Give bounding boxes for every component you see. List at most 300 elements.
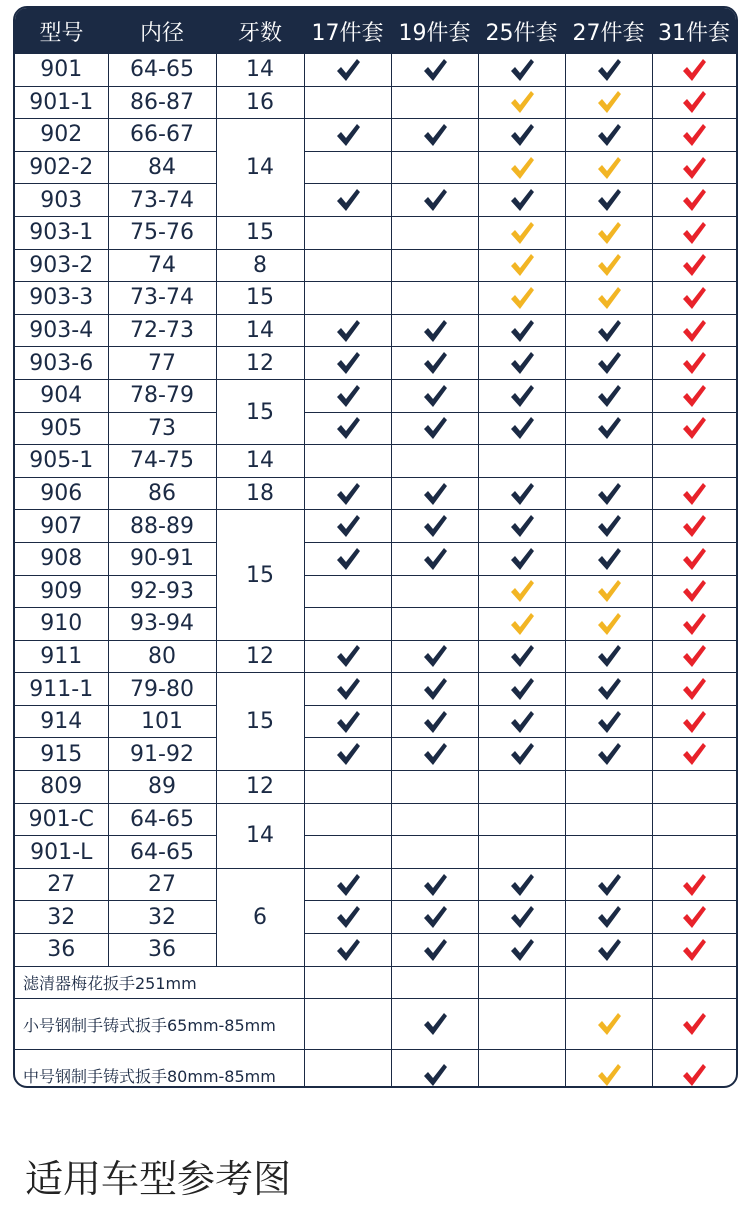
- header-set-31: 31件套: [652, 8, 736, 54]
- set-cell: [391, 347, 478, 380]
- teeth-cell: 12: [216, 771, 304, 804]
- check-icon: [681, 1062, 707, 1088]
- table-row: [15, 282, 736, 315]
- check-icon: [422, 904, 448, 930]
- check-icon: [596, 187, 622, 213]
- table-row: [15, 510, 736, 543]
- diameter-cell: 36: [108, 934, 216, 967]
- check-icon: [681, 513, 707, 539]
- set-cell: [652, 119, 736, 152]
- set-cell: [565, 608, 652, 641]
- check-icon: [596, 383, 622, 409]
- set-cell: [478, 999, 565, 1050]
- check-icon: [681, 546, 707, 572]
- check-icon: [596, 546, 622, 572]
- check-icon: [596, 1011, 622, 1037]
- set-cell: [565, 966, 652, 999]
- check-icon: [509, 741, 535, 767]
- note-row: [15, 999, 736, 1050]
- set-cell: [652, 1050, 736, 1088]
- teeth-cell: 15: [216, 216, 304, 249]
- teeth-cell: 15: [216, 282, 304, 315]
- set-cell: [565, 151, 652, 184]
- diameter-cell: 74-75: [108, 445, 216, 478]
- set-cell: [652, 216, 736, 249]
- check-icon: [681, 415, 707, 441]
- teeth-cell: 15: [216, 379, 304, 444]
- check-icon: [509, 709, 535, 735]
- teeth-cell: 15: [216, 510, 304, 640]
- check-icon: [509, 155, 535, 181]
- check-icon: [422, 57, 448, 83]
- set-cell: [304, 640, 391, 673]
- set-cell: [652, 771, 736, 804]
- set-cell: [391, 673, 478, 706]
- teeth-cell: 16: [216, 86, 304, 119]
- set-cell: [304, 1050, 391, 1088]
- set-cell: [565, 184, 652, 217]
- set-cell: [478, 901, 565, 934]
- check-icon: [596, 220, 622, 246]
- teeth-cell: 8: [216, 249, 304, 282]
- check-icon: [596, 741, 622, 767]
- check-icon: [681, 220, 707, 246]
- set-cell: [565, 575, 652, 608]
- set-cell: [565, 347, 652, 380]
- check-icon: [509, 57, 535, 83]
- set-cell: [652, 86, 736, 119]
- diameter-cell: 93-94: [108, 608, 216, 641]
- model-cell: 911: [15, 640, 108, 673]
- check-icon: [596, 415, 622, 441]
- set-cell: [391, 54, 478, 86]
- set-cell: [478, 282, 565, 315]
- table-row: [15, 868, 736, 901]
- check-icon: [681, 676, 707, 702]
- check-icon: [681, 578, 707, 604]
- model-cell: 903-2: [15, 249, 108, 282]
- check-icon: [596, 318, 622, 344]
- set-cell: [565, 771, 652, 804]
- check-icon: [681, 872, 707, 898]
- set-cell: [565, 510, 652, 543]
- set-cell: [304, 542, 391, 575]
- model-cell: 903-1: [15, 216, 108, 249]
- set-cell: [652, 934, 736, 967]
- set-cell: [304, 738, 391, 771]
- set-cell: [565, 249, 652, 282]
- diameter-cell: 64-65: [108, 54, 216, 86]
- table-row: [15, 477, 736, 510]
- check-icon: [596, 643, 622, 669]
- check-icon: [509, 187, 535, 213]
- table-row: [15, 379, 736, 412]
- set-cell: [478, 771, 565, 804]
- check-icon: [422, 937, 448, 963]
- set-cell: [565, 445, 652, 478]
- model-cell: 901-1: [15, 86, 108, 119]
- set-cell: [478, 119, 565, 152]
- diameter-cell: 89: [108, 771, 216, 804]
- header-inner-diameter: 内径: [108, 8, 216, 54]
- check-icon: [335, 513, 361, 539]
- set-cell: [478, 151, 565, 184]
- set-cell: [652, 54, 736, 86]
- diameter-cell: 66-67: [108, 119, 216, 152]
- check-icon: [596, 578, 622, 604]
- set-cell: [478, 184, 565, 217]
- check-icon: [681, 481, 707, 507]
- set-cell: [478, 608, 565, 641]
- diameter-cell: 72-73: [108, 314, 216, 347]
- set-cell: [391, 151, 478, 184]
- check-icon: [681, 937, 707, 963]
- set-cell: [304, 477, 391, 510]
- set-cell: [304, 445, 391, 478]
- header-teeth: 牙数: [216, 8, 304, 54]
- set-cell: [304, 249, 391, 282]
- set-cell: [652, 705, 736, 738]
- set-cell: [652, 640, 736, 673]
- set-cell: [565, 901, 652, 934]
- check-icon: [509, 513, 535, 539]
- check-icon: [509, 318, 535, 344]
- set-cell: [565, 934, 652, 967]
- check-icon: [422, 350, 448, 376]
- set-cell: [652, 575, 736, 608]
- check-icon: [422, 676, 448, 702]
- teeth-cell: 15: [216, 673, 304, 771]
- check-icon: [335, 57, 361, 83]
- set-cell: [478, 379, 565, 412]
- set-cell: [478, 934, 565, 967]
- set-cell: [391, 412, 478, 445]
- set-cell: [478, 249, 565, 282]
- table-row: [15, 836, 736, 869]
- set-cell: [478, 347, 565, 380]
- set-cell: [478, 445, 565, 478]
- model-cell: 903-4: [15, 314, 108, 347]
- compatibility-table: [15, 8, 736, 1088]
- check-icon: [681, 187, 707, 213]
- header-set-27: 27件套: [565, 8, 652, 54]
- set-cell: [652, 314, 736, 347]
- check-icon: [509, 89, 535, 115]
- check-icon: [422, 415, 448, 441]
- set-cell: [652, 803, 736, 836]
- note-row: [15, 966, 736, 999]
- set-cell: [652, 249, 736, 282]
- set-cell: [391, 934, 478, 967]
- set-cell: [652, 184, 736, 217]
- table-row: [15, 771, 736, 804]
- check-icon: [681, 1011, 707, 1037]
- set-cell: [565, 673, 652, 706]
- set-cell: [391, 640, 478, 673]
- check-icon: [681, 89, 707, 115]
- set-cell: [304, 836, 391, 869]
- set-cell: [391, 216, 478, 249]
- check-icon: [681, 350, 707, 376]
- check-icon: [335, 676, 361, 702]
- check-icon: [596, 285, 622, 311]
- model-cell: 904: [15, 379, 108, 412]
- check-icon: [681, 611, 707, 637]
- note-row: [15, 1050, 736, 1088]
- model-cell: 908: [15, 542, 108, 575]
- set-cell: [652, 445, 736, 478]
- model-cell: 32: [15, 901, 108, 934]
- model-cell: 903: [15, 184, 108, 217]
- set-cell: [478, 673, 565, 706]
- check-icon: [596, 350, 622, 376]
- set-cell: [565, 119, 652, 152]
- set-cell: [565, 477, 652, 510]
- check-icon: [335, 546, 361, 572]
- set-cell: [304, 216, 391, 249]
- set-cell: [391, 510, 478, 543]
- set-cell: [304, 673, 391, 706]
- set-cell: [304, 771, 391, 804]
- set-cell: [652, 347, 736, 380]
- check-icon: [681, 904, 707, 930]
- table-row: [15, 673, 736, 706]
- table-row: [15, 184, 736, 217]
- set-cell: [391, 608, 478, 641]
- set-cell: [391, 1050, 478, 1088]
- set-cell: [478, 510, 565, 543]
- set-cell: [652, 608, 736, 641]
- check-icon: [596, 89, 622, 115]
- set-cell: [304, 575, 391, 608]
- model-cell: 915: [15, 738, 108, 771]
- set-cell: [652, 379, 736, 412]
- check-icon: [335, 318, 361, 344]
- set-cell: [304, 412, 391, 445]
- diameter-cell: 64-65: [108, 803, 216, 836]
- table-row: [15, 445, 736, 478]
- check-icon: [422, 383, 448, 409]
- set-cell: [391, 542, 478, 575]
- diameter-cell: 75-76: [108, 216, 216, 249]
- check-icon: [596, 676, 622, 702]
- check-icon: [596, 872, 622, 898]
- table-row: [15, 249, 736, 282]
- check-icon: [422, 1062, 448, 1088]
- teeth-cell: 14: [216, 119, 304, 217]
- check-icon: [335, 350, 361, 376]
- check-icon: [335, 122, 361, 148]
- check-icon: [681, 252, 707, 278]
- diameter-cell: 84: [108, 151, 216, 184]
- set-cell: [478, 314, 565, 347]
- set-cell: [478, 836, 565, 869]
- set-cell: [304, 803, 391, 836]
- set-cell: [304, 608, 391, 641]
- set-cell: [304, 510, 391, 543]
- set-cell: [652, 282, 736, 315]
- set-cell: [391, 282, 478, 315]
- check-icon: [422, 481, 448, 507]
- diameter-cell: 91-92: [108, 738, 216, 771]
- set-cell: [304, 86, 391, 119]
- table-row: [15, 934, 736, 967]
- model-cell: 907: [15, 510, 108, 543]
- set-cell: [391, 575, 478, 608]
- set-cell: [304, 184, 391, 217]
- model-cell: 914: [15, 705, 108, 738]
- check-icon: [509, 122, 535, 148]
- vehicle-reference-heading: 适用车型参考图: [25, 1157, 292, 1201]
- set-cell: [565, 1050, 652, 1088]
- check-icon: [509, 220, 535, 246]
- set-cell: [565, 868, 652, 901]
- check-icon: [681, 643, 707, 669]
- set-cell: [652, 966, 736, 999]
- set-cell: [304, 282, 391, 315]
- check-icon: [335, 643, 361, 669]
- set-cell: [391, 705, 478, 738]
- set-cell: [478, 477, 565, 510]
- model-cell: 27: [15, 868, 108, 901]
- check-icon: [596, 611, 622, 637]
- check-icon: [596, 513, 622, 539]
- set-cell: [652, 510, 736, 543]
- check-icon: [335, 383, 361, 409]
- diameter-cell: 101: [108, 705, 216, 738]
- table-row: [15, 314, 736, 347]
- model-cell: 909: [15, 575, 108, 608]
- check-icon: [596, 122, 622, 148]
- set-cell: [304, 151, 391, 184]
- set-cell: [652, 901, 736, 934]
- model-cell: 905-1: [15, 445, 108, 478]
- check-icon: [422, 122, 448, 148]
- set-cell: [565, 216, 652, 249]
- check-icon: [335, 187, 361, 213]
- header-set-19: 19件套: [391, 8, 478, 54]
- set-cell: [391, 901, 478, 934]
- check-icon: [509, 578, 535, 604]
- check-icon: [681, 383, 707, 409]
- set-cell: [565, 412, 652, 445]
- check-icon: [335, 415, 361, 441]
- teeth-cell: 18: [216, 477, 304, 510]
- check-icon: [422, 187, 448, 213]
- set-cell: [391, 249, 478, 282]
- set-cell: [565, 803, 652, 836]
- set-cell: [478, 216, 565, 249]
- check-icon: [596, 937, 622, 963]
- check-icon: [422, 643, 448, 669]
- table-row: [15, 119, 736, 152]
- diameter-cell: 74: [108, 249, 216, 282]
- check-icon: [681, 318, 707, 344]
- check-icon: [335, 709, 361, 735]
- teeth-cell: 12: [216, 640, 304, 673]
- set-cell: [652, 836, 736, 869]
- set-cell: [565, 54, 652, 86]
- table-row: [15, 412, 736, 445]
- set-cell: [652, 738, 736, 771]
- teeth-cell: 14: [216, 314, 304, 347]
- teeth-cell: 6: [216, 868, 304, 966]
- set-cell: [652, 151, 736, 184]
- table-row: [15, 803, 736, 836]
- note-label: 中号钢制手铸式扳手80mm-85mm: [15, 1050, 304, 1088]
- set-cell: [391, 184, 478, 217]
- check-icon: [681, 122, 707, 148]
- set-cell: [565, 314, 652, 347]
- set-cell: [478, 575, 565, 608]
- check-icon: [596, 1062, 622, 1088]
- set-cell: [478, 705, 565, 738]
- set-cell: [652, 542, 736, 575]
- header-model: 型号: [15, 8, 108, 54]
- set-cell: [565, 836, 652, 869]
- set-cell: [565, 86, 652, 119]
- diameter-cell: 73: [108, 412, 216, 445]
- set-cell: [391, 119, 478, 152]
- model-cell: 906: [15, 477, 108, 510]
- check-icon: [596, 481, 622, 507]
- set-cell: [565, 999, 652, 1050]
- set-cell: [478, 640, 565, 673]
- set-cell: [478, 966, 565, 999]
- check-icon: [681, 57, 707, 83]
- set-cell: [304, 934, 391, 967]
- diameter-cell: 86-87: [108, 86, 216, 119]
- check-icon: [422, 741, 448, 767]
- teeth-cell: 14: [216, 803, 304, 868]
- header-set-17: 17件套: [304, 8, 391, 54]
- diameter-cell: 78-79: [108, 379, 216, 412]
- note-label: 小号钢制手铸式扳手65mm-85mm: [15, 999, 304, 1050]
- set-cell: [565, 705, 652, 738]
- model-cell: 901-L: [15, 836, 108, 869]
- check-icon: [422, 872, 448, 898]
- set-cell: [565, 640, 652, 673]
- model-cell: 905: [15, 412, 108, 445]
- set-cell: [652, 868, 736, 901]
- check-icon: [596, 57, 622, 83]
- set-cell: [304, 901, 391, 934]
- check-icon: [509, 676, 535, 702]
- set-cell: [391, 738, 478, 771]
- set-cell: [565, 379, 652, 412]
- set-cell: [391, 445, 478, 478]
- teeth-cell: 12: [216, 347, 304, 380]
- check-icon: [335, 481, 361, 507]
- set-cell: [304, 705, 391, 738]
- set-cell: [304, 379, 391, 412]
- diameter-cell: 92-93: [108, 575, 216, 608]
- check-icon: [509, 383, 535, 409]
- teeth-cell: 14: [216, 54, 304, 86]
- set-cell: [478, 738, 565, 771]
- set-cell: [391, 999, 478, 1050]
- table-row: [15, 151, 736, 184]
- check-icon: [335, 741, 361, 767]
- table-row: [15, 542, 736, 575]
- set-cell: [304, 966, 391, 999]
- set-cell: [565, 542, 652, 575]
- diameter-cell: 79-80: [108, 673, 216, 706]
- model-cell: 901-C: [15, 803, 108, 836]
- table-row: [15, 54, 736, 86]
- check-icon: [681, 155, 707, 181]
- header-set-25: 25件套: [478, 8, 565, 54]
